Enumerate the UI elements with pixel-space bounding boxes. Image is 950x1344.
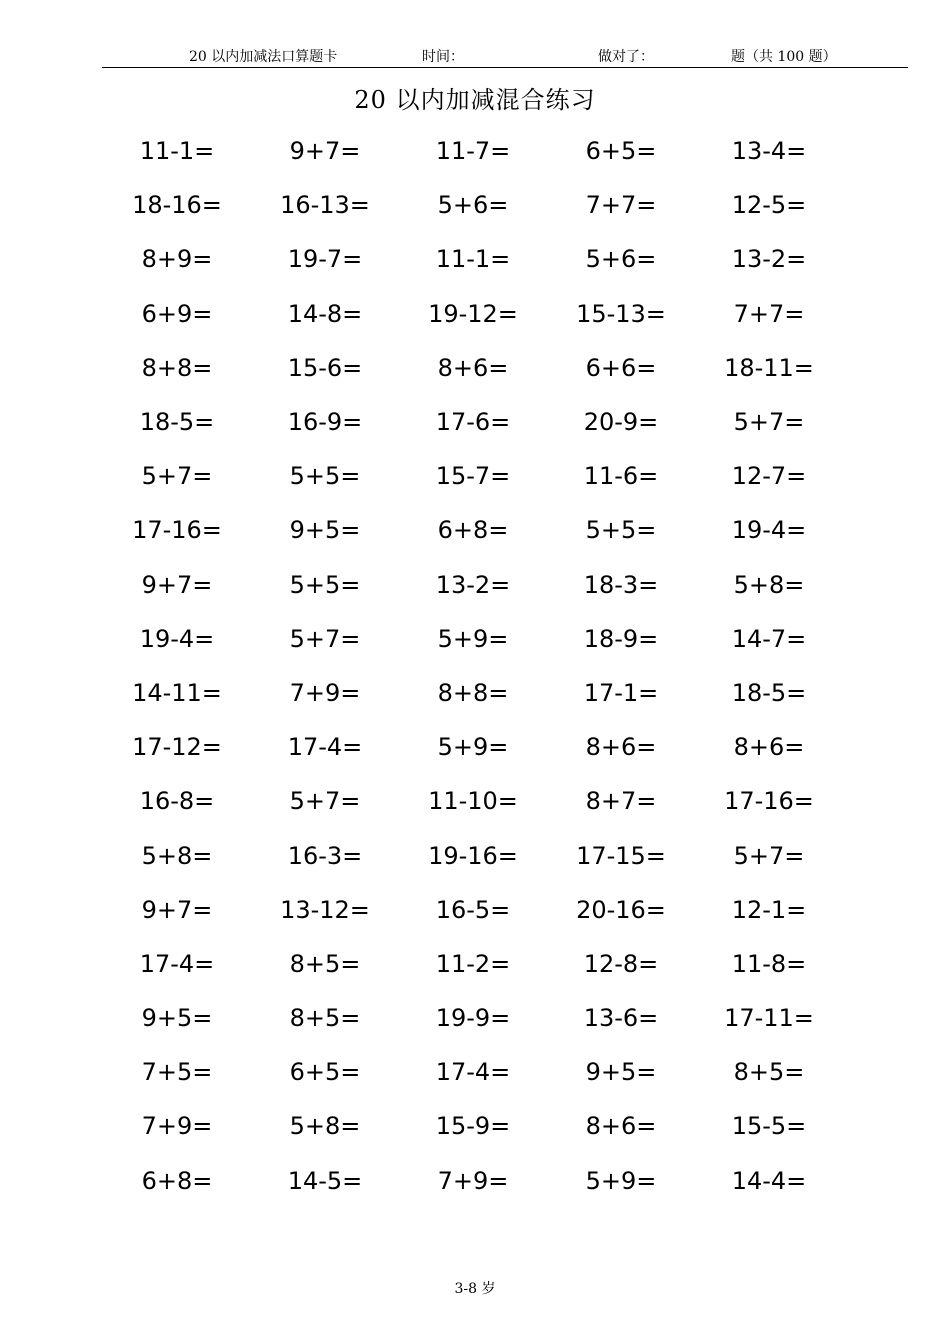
- math-problem: 15-5=: [731, 1112, 807, 1141]
- math-problem: 19-9=: [435, 1004, 511, 1033]
- math-problem: 17-4=: [139, 949, 215, 978]
- math-problem: 5+8=: [733, 570, 805, 599]
- math-problem: 9+7=: [141, 895, 213, 924]
- math-problem: 8+5=: [289, 949, 361, 978]
- math-problem: 12-5=: [731, 191, 807, 220]
- math-problem: 5+9=: [437, 624, 509, 653]
- math-problem: 5+7=: [289, 787, 361, 816]
- math-problem: 5+6=: [585, 245, 657, 274]
- math-problem: 8+8=: [437, 678, 509, 707]
- math-problem: 17-6=: [435, 408, 511, 437]
- correct-count-label: 做对了：: [598, 49, 654, 65]
- math-problem: 8+6=: [733, 733, 805, 762]
- math-problem: 12-1=: [731, 895, 807, 924]
- math-problem: 14-11=: [132, 678, 222, 707]
- math-problem: 11-8=: [731, 949, 807, 978]
- math-problem: 9+5=: [141, 1004, 213, 1033]
- math-problem: 15-13=: [576, 299, 666, 328]
- math-problem: 5+7=: [289, 624, 361, 653]
- math-problem: 8+5=: [733, 1058, 805, 1087]
- math-problem: 16-9=: [287, 408, 363, 437]
- math-problem: 7+9=: [437, 1166, 509, 1195]
- math-problem: 13-2=: [731, 245, 807, 274]
- math-problem: 19-4=: [731, 516, 807, 545]
- math-problem: 18-11=: [724, 353, 814, 382]
- math-problem: 5+7=: [733, 841, 805, 870]
- math-problem: 5+6=: [437, 191, 509, 220]
- math-problem: 13-12=: [280, 895, 370, 924]
- math-problem: 11-7=: [435, 137, 511, 166]
- math-problem: 17-11=: [724, 1004, 814, 1033]
- problem-grid: [103, 124, 843, 1208]
- math-problem: 17-16=: [724, 787, 814, 816]
- math-problem: 6+8=: [437, 516, 509, 545]
- math-problem: 20-16=: [576, 895, 666, 924]
- math-problem: 14-5=: [287, 1166, 363, 1195]
- math-problem: 8+9=: [141, 245, 213, 274]
- math-problem: 5+5=: [585, 516, 657, 545]
- math-problem: 16-5=: [435, 895, 511, 924]
- math-problem: 12-8=: [583, 949, 659, 978]
- math-problem: 5+5=: [289, 570, 361, 599]
- total-count-label: 题（共 100 题）: [731, 49, 837, 65]
- math-problem: 5+8=: [289, 1112, 361, 1141]
- math-problem: 13-4=: [731, 137, 807, 166]
- header-divider: [102, 67, 908, 68]
- math-problem: 18-5=: [731, 678, 807, 707]
- math-problem: 8+7=: [585, 787, 657, 816]
- math-problem: 9+7=: [141, 570, 213, 599]
- math-problem: 15-7=: [435, 462, 511, 491]
- math-problem: 5+9=: [585, 1166, 657, 1195]
- math-problem: 20-9=: [583, 408, 659, 437]
- math-problem: 7+5=: [141, 1058, 213, 1087]
- math-problem: 13-6=: [583, 1004, 659, 1033]
- math-problem: 16-13=: [280, 191, 370, 220]
- math-problem: 7+9=: [289, 678, 361, 707]
- math-problem: 6+5=: [289, 1058, 361, 1087]
- math-problem: 11-6=: [583, 462, 659, 491]
- math-problem: 11-1=: [435, 245, 511, 274]
- page-header: [0, 44, 950, 68]
- math-problem: 7+7=: [733, 299, 805, 328]
- math-problem: 9+5=: [289, 516, 361, 545]
- time-label: 时间：: [422, 49, 464, 65]
- math-problem: 8+6=: [585, 733, 657, 762]
- math-problem: 6+6=: [585, 353, 657, 382]
- math-problem: 19-4=: [139, 624, 215, 653]
- math-problem: 8+8=: [141, 353, 213, 382]
- page-title: 20 以内加减混合练习: [354, 86, 596, 114]
- math-problem: 19-16=: [428, 841, 518, 870]
- math-problem: 6+5=: [585, 137, 657, 166]
- math-problem: 15-6=: [287, 353, 363, 382]
- math-problem: 14-4=: [731, 1166, 807, 1195]
- math-problem: 15-9=: [435, 1112, 511, 1141]
- math-problem: 19-7=: [287, 245, 363, 274]
- math-problem: 8+5=: [289, 1004, 361, 1033]
- math-problem: 16-3=: [287, 841, 363, 870]
- math-problem: 17-1=: [583, 678, 659, 707]
- math-problem: 7+7=: [585, 191, 657, 220]
- math-problem: 8+6=: [585, 1112, 657, 1141]
- math-problem: 11-10=: [428, 787, 518, 816]
- math-problem: 12-7=: [731, 462, 807, 491]
- math-problem: 7+9=: [141, 1112, 213, 1141]
- math-problem: 17-16=: [132, 516, 222, 545]
- math-problem: 14-8=: [287, 299, 363, 328]
- math-problem: 17-4=: [435, 1058, 511, 1087]
- math-problem: 19-12=: [428, 299, 518, 328]
- math-problem: 17-4=: [287, 733, 363, 762]
- math-problem: 16-8=: [139, 787, 215, 816]
- math-problem: 18-3=: [583, 570, 659, 599]
- math-problem: 13-2=: [435, 570, 511, 599]
- math-problem: 11-2=: [435, 949, 511, 978]
- math-problem: 14-7=: [731, 624, 807, 653]
- math-problem: 17-15=: [576, 841, 666, 870]
- math-problem: 8+6=: [437, 353, 509, 382]
- math-problem: 18-9=: [583, 624, 659, 653]
- card-title: 20 以内加减法口算题卡: [189, 49, 338, 65]
- math-problem: 5+9=: [437, 733, 509, 762]
- math-problem: 5+8=: [141, 841, 213, 870]
- math-problem: 9+7=: [289, 137, 361, 166]
- math-problem: 9+5=: [585, 1058, 657, 1087]
- math-problem: 18-5=: [139, 408, 215, 437]
- math-problem: 5+7=: [141, 462, 213, 491]
- page-footer: 3-8 岁: [454, 1281, 496, 1297]
- math-problem: 18-16=: [132, 191, 222, 220]
- math-problem: 6+9=: [141, 299, 213, 328]
- math-problem: 6+8=: [141, 1166, 213, 1195]
- math-problem: 17-12=: [132, 733, 222, 762]
- math-problem: 11-1=: [139, 137, 215, 166]
- math-problem: 5+5=: [289, 462, 361, 491]
- math-problem: 5+7=: [733, 408, 805, 437]
